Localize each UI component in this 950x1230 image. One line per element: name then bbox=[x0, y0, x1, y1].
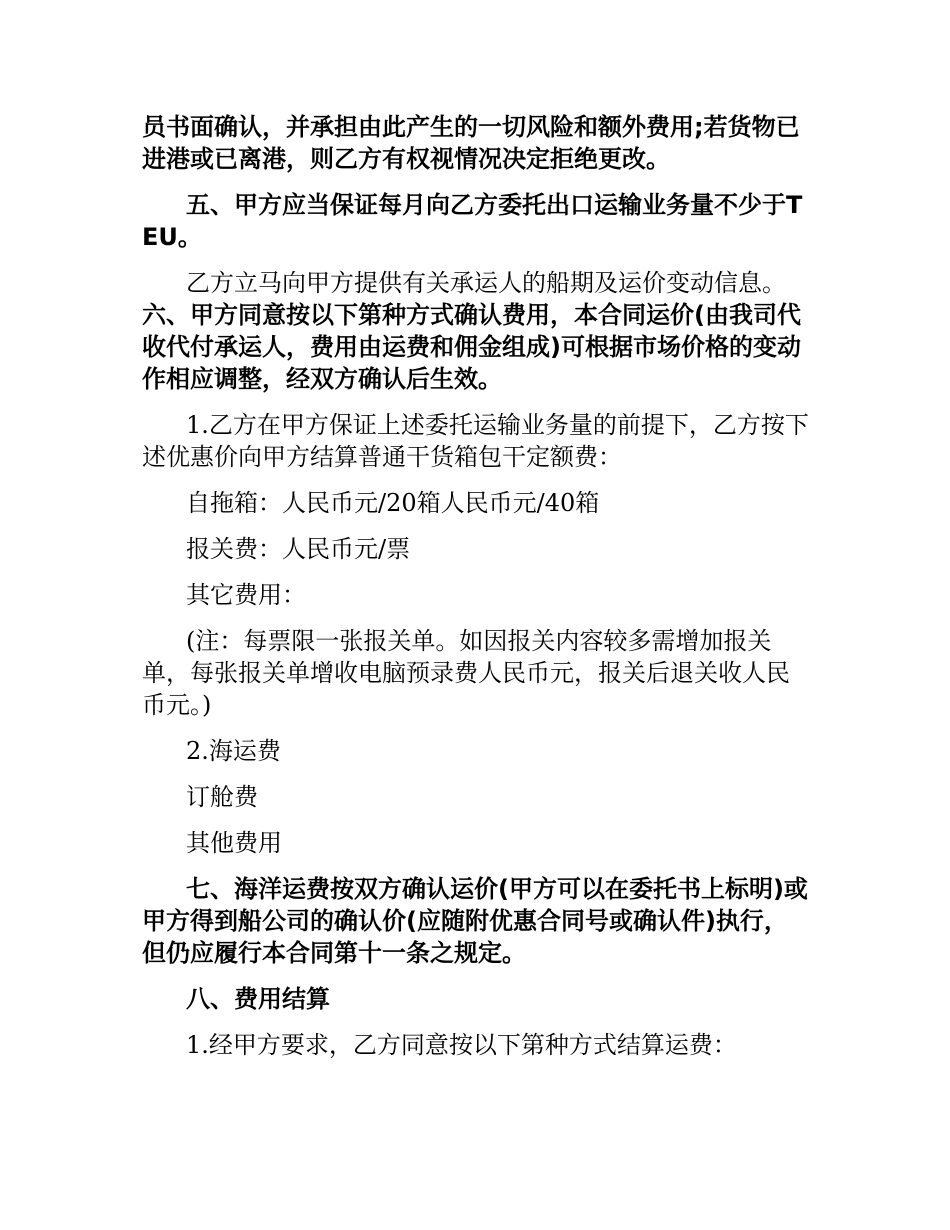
fee-other: 其它费用： bbox=[186, 581, 306, 609]
clause-6-item-2: 2.海运费 bbox=[186, 737, 281, 765]
fee-booking: 订舱费 bbox=[186, 783, 258, 811]
clause-5-heading: 五、甲方应当保证每月向乙方委托出口运输业务量不少于TEU。 bbox=[142, 191, 803, 251]
document-page bbox=[142, 111, 810, 1061]
fee-note: (注：每票限一张报关单。如因报关内容较多需增加报关单，每张报关单增收电脑预录费人民币元，报关后退关收人民币元。) bbox=[142, 627, 790, 719]
fee-customs: 报关费：人民币元/票 bbox=[186, 535, 411, 563]
clause-6-item-1: 1.乙方在甲方保证上述委托运输业务量的前提下，乙方按下述优惠价向甲方结算普通干货箱包干定额费： bbox=[142, 411, 809, 471]
paragraph-continuation: 员书面确认，并承担由此产生的一切风险和额外费用;若货物已进港或已离港，则乙方有权视情况决定拒绝更改。 bbox=[142, 113, 800, 173]
clause-8-item-1: 1.经甲方要求，乙方同意按以下第种方式结算运费： bbox=[186, 1031, 737, 1059]
fee-misc: 其他费用 bbox=[186, 829, 282, 857]
clause-5-note: 乙方立马向甲方提供有关承运人的船期及运价变动信息。 bbox=[186, 269, 786, 297]
clause-7-heading: 七、海洋运费按双方确认运价(甲方可以在委托书上标明)或甲方得到船公司的确认价(应随附优惠合同号或确认件)执行，但仍应履行本合同第十一条之规定。 bbox=[142, 875, 808, 967]
clause-8-heading: 八、费用结算 bbox=[186, 985, 330, 1013]
clause-6-heading: 六、甲方同意按以下第种方式确认费用，本合同运价(由我司代收代付承运人，费用由运费和佣金组成)可根据市场价格的变动作相应调整，经双方确认后生效。 bbox=[142, 301, 801, 393]
fee-self-towing: 自拖箱：人民币元/20箱人民币元/40箱 bbox=[186, 489, 600, 517]
